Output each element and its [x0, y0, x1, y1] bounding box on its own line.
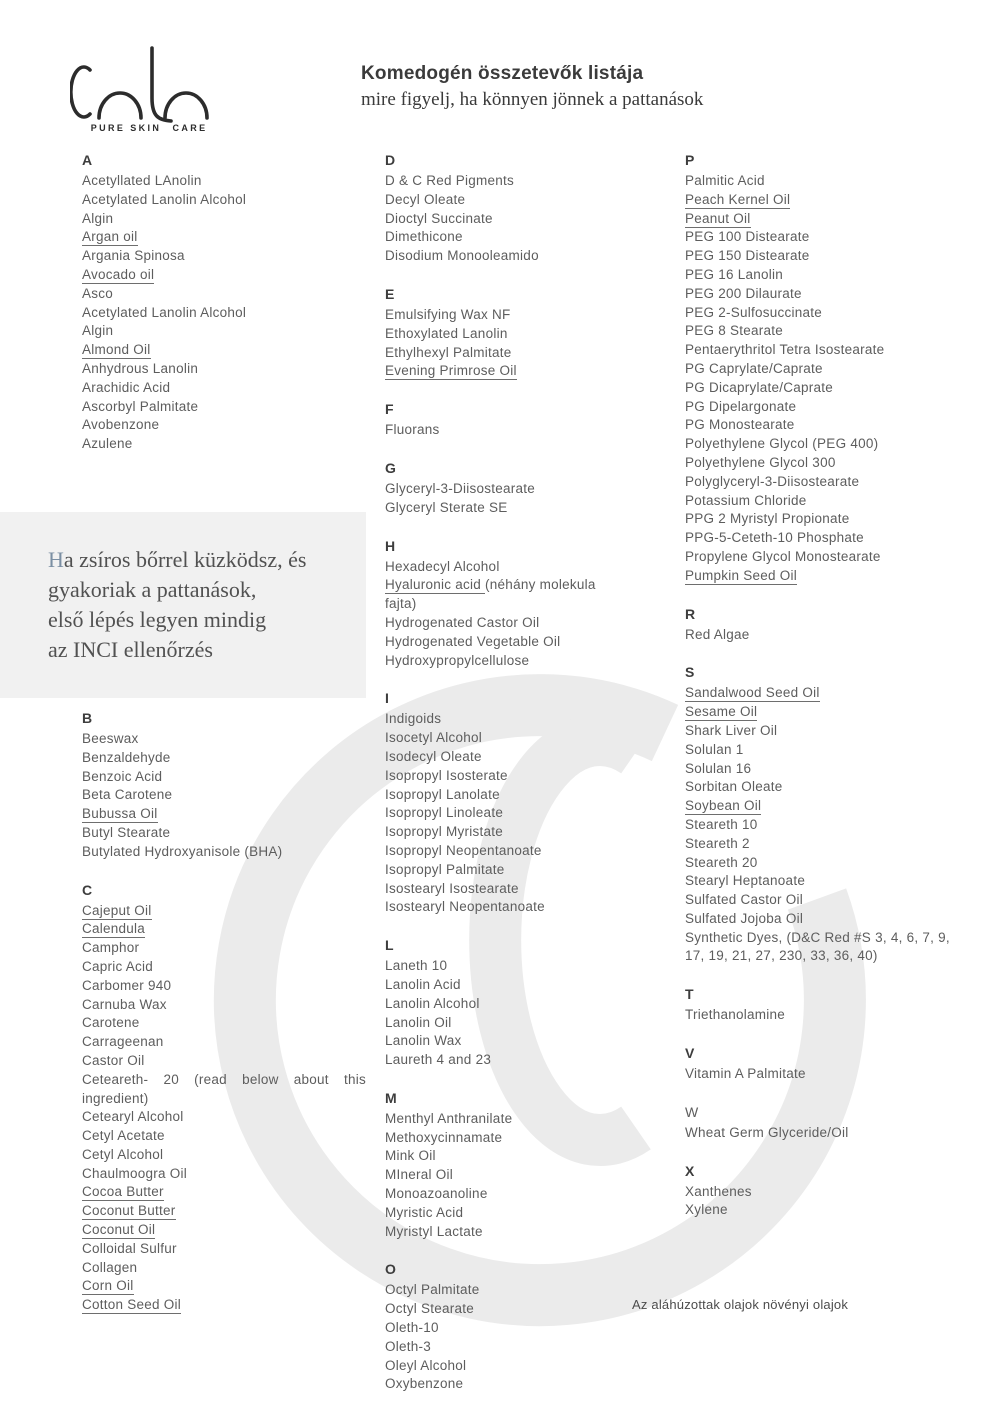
- letter-section-W: [685, 1104, 957, 1143]
- ingredient-item: Butyl Stearate: [82, 824, 171, 840]
- ingredient-item: Algin: [82, 323, 114, 339]
- ingredient-item: Isopropyl Palmitate: [385, 861, 505, 877]
- ingredient-item: MIneral Oil: [385, 1167, 454, 1183]
- letter-section-D: [385, 152, 625, 266]
- section-letter: H: [385, 537, 396, 554]
- ingredient-item: Benzaldehyde: [82, 749, 171, 765]
- ingredient-item: Fluorans: [385, 422, 440, 438]
- ingredient-item: Oleth-10: [385, 1320, 439, 1336]
- ingredient-item: [685, 703, 957, 722]
- underlined-text: Evening Primrose Oil: [385, 363, 517, 379]
- ingredient-item: PEG 16 Lanolin: [685, 266, 784, 282]
- brand-logo-mark: [71, 48, 207, 121]
- ingredient-item: PG Monostearate: [685, 417, 795, 433]
- ingredient-item: Algin: [82, 210, 114, 226]
- section-letter: O: [385, 1261, 397, 1278]
- ingredient-item: Ethylhexyl Palmitate: [385, 344, 512, 360]
- ingredient-item: Octyl Palmitate: [385, 1282, 480, 1298]
- ingredient-item: Ethoxylated Lanolin: [385, 325, 508, 341]
- underlined-text: Corn Oil: [82, 1278, 134, 1294]
- ingredient-item: Isostearyl Neopentanoate: [385, 899, 545, 915]
- section-letter: V: [685, 1045, 695, 1062]
- brand-logo: [70, 46, 215, 136]
- ingredient-item: Ceteareth- 20 (read below about this ingredient): [82, 1071, 366, 1106]
- ingredient-item: [82, 805, 366, 824]
- ingredient-item: Isopropyl Linoleate: [385, 805, 504, 821]
- section-letter: E: [385, 285, 395, 302]
- ingredient-item: Lanolin Wax: [385, 1033, 462, 1049]
- underlined-text: Cajeput Oil: [82, 902, 152, 918]
- ingredient-item: Xylene: [685, 1202, 728, 1218]
- ingredient-item: Monoazoanoline: [385, 1186, 488, 1202]
- letter-section-C: [82, 882, 366, 1316]
- logo-tagline-right: CARE: [172, 123, 208, 133]
- ingredient-item: Carotene: [82, 1015, 140, 1031]
- quote-line: első lépés legyen mindig: [48, 606, 267, 632]
- underlined-text: Sesame Oil: [685, 704, 758, 720]
- letter-section-F: [385, 401, 625, 440]
- ingredient-item: Acetylated Lanolin Alcohol: [82, 191, 247, 207]
- underlined-text: Cotton Seed Oil: [82, 1297, 182, 1313]
- ingredient-item: Xanthenes: [685, 1183, 752, 1199]
- ingredient-item: Myristic Acid: [385, 1204, 464, 1220]
- ingredient-item: Indigoids: [385, 711, 442, 727]
- ingredient-item: [82, 266, 366, 285]
- section-letter: P: [685, 152, 695, 168]
- underlined-text: Calendula: [82, 921, 146, 937]
- ingredient-item: Dioctyl Succinate: [385, 210, 493, 226]
- ingredient-item: Shark Liver Oil: [685, 722, 778, 738]
- ingredient-item: Steareth 10: [685, 816, 758, 832]
- section-letter: T: [685, 986, 695, 1003]
- ingredient-item: D & C Red Pigments: [385, 173, 515, 188]
- ingredient-item: Hydroxypropylcellulose: [385, 652, 530, 668]
- ingredient-item: [385, 576, 625, 614]
- ingredient-item: Myristyl Lactate: [385, 1223, 483, 1239]
- ingredient-item: Glyceryl Sterate SE: [385, 499, 508, 515]
- section-letter: B: [82, 709, 93, 726]
- section-letter: L: [385, 937, 395, 954]
- ingredient-item: Lanolin Alcohol: [385, 995, 480, 1011]
- letter-section-M: [385, 1090, 625, 1242]
- ingredient-item: PG Dipelargonate: [685, 398, 797, 414]
- ingredient-item: Cetearyl Alcohol: [82, 1109, 184, 1125]
- section-letter: G: [385, 459, 397, 476]
- ingredient-item: Sulfated Castor Oil: [685, 892, 804, 908]
- ingredient-item: [82, 1221, 366, 1240]
- underlined-text: Hyaluronic acid: [385, 577, 486, 593]
- letter-section-L: [385, 937, 625, 1070]
- section-letter: R: [685, 605, 696, 622]
- ingredient-item: Disodium Monooleamido: [385, 248, 539, 264]
- ingredient-item: PPG-5-Ceteth-10 Phosphate: [685, 530, 864, 546]
- ingredient-item: Isopropyl Neopentanoate: [385, 842, 542, 858]
- ingredient-item: Polyethylene Glycol (PEG 400): [685, 436, 879, 452]
- ingredient-item: Sulfated Jojoba Oil: [685, 910, 804, 926]
- underlined-text: Avocado oil: [82, 266, 155, 282]
- plain-text: (néhány molekula fajta): [385, 577, 596, 612]
- ingredient-item: [82, 1277, 366, 1296]
- ingredient-item: Decyl Oleate: [385, 191, 466, 207]
- ingredient-item: Benzoic Acid: [82, 768, 163, 784]
- underlined-text: Bubussa Oil: [82, 806, 158, 822]
- section-letter: S: [685, 664, 695, 681]
- section-letter: X: [685, 1162, 695, 1179]
- letter-section-I: [385, 690, 625, 917]
- ingredient-item: Laureth 4 and 23: [385, 1052, 492, 1068]
- section-letter: F: [385, 401, 395, 418]
- section-letter: W: [685, 1103, 699, 1120]
- ingredient-item: [82, 920, 366, 939]
- ingredient-item: Lanolin Oil: [385, 1014, 452, 1030]
- ingredient-item: Dimethicone: [385, 229, 463, 245]
- ingredient-item: Carrageenan: [82, 1034, 164, 1050]
- quote-block: [0, 512, 366, 698]
- ingredient-item: Stearyl Heptanoate: [685, 873, 806, 889]
- ingredient-item: Carnuba Wax: [82, 996, 167, 1012]
- ingredient-item: Capric Acid: [82, 958, 154, 974]
- underlined-text: Coconut Butter: [82, 1203, 176, 1219]
- ingredient-item: Butylated Hydroxyanisole (BHA): [82, 843, 283, 859]
- ingredient-item: [685, 797, 957, 816]
- ingredient-item: [685, 567, 957, 586]
- ingredient-item: Chaulmoogra Oil: [82, 1165, 188, 1181]
- ingredient-item: Octyl Stearate: [385, 1301, 475, 1317]
- ingredient-column-1: [48, 152, 366, 1315]
- letter-section-X: [685, 1163, 957, 1221]
- ingredient-item: Beeswax: [82, 730, 139, 746]
- ingredient-item: Red Algae: [685, 626, 750, 642]
- ingredient-item: Avobenzone: [82, 417, 160, 433]
- ingredient-item: Emulsifying Wax NF: [385, 306, 511, 322]
- letter-section-A: [82, 152, 366, 454]
- ingredient-item: Triethanolamine: [685, 1007, 786, 1023]
- section-letter: A: [82, 152, 93, 168]
- ingredient-item: Polyethylene Glycol 300: [685, 454, 836, 470]
- ingredient-item: Menthyl Anthranilate: [385, 1110, 513, 1126]
- letter-section-V: [685, 1045, 957, 1084]
- ingredient-item: Isocetyl Alcohol: [385, 730, 483, 746]
- ingredient-item: Hexadecyl Alcohol: [385, 558, 500, 574]
- ingredient-item: Isopropyl Myristate: [385, 824, 504, 840]
- ingredient-column-3: [685, 152, 957, 1220]
- ingredient-item: Solulan 16: [685, 760, 752, 776]
- underlined-text: Sandalwood Seed Oil: [685, 685, 820, 701]
- ingredient-item: Castor Oil: [82, 1052, 145, 1068]
- ingredient-item: Oleth-3: [385, 1338, 432, 1354]
- ingredient-item: Propylene Glycol Monostearate: [685, 548, 881, 564]
- underlined-text: Peanut Oil: [685, 210, 751, 226]
- ingredient-item: Hydrogenated Castor Oil: [385, 614, 540, 630]
- ingredient-item: Methoxycinnamate: [385, 1129, 503, 1145]
- quote-lead-letter: H: [48, 546, 64, 572]
- page-subtitle: mire figyelj, ha könnyen jönnek a pattanások: [361, 89, 704, 110]
- footnote: Az aláhúzottak olajok növényi olajok: [632, 1297, 849, 1312]
- letter-section-E: [385, 286, 625, 381]
- ingredient-item: Oleyl Alcohol: [385, 1357, 467, 1373]
- ingredient-item: [685, 191, 957, 210]
- ingredient-item: Synthetic Dyes, (D&C Red #S 3, 4, 6, 7, 9, 17, 19, 21, 27, 230, 33, 36, 40): [685, 929, 950, 964]
- ingredient-item: Acetylated Lanolin Alcohol: [82, 304, 247, 320]
- ingredient-item: Sorbitan Oleate: [685, 779, 783, 795]
- section-letter: I: [385, 690, 390, 707]
- ingredient-item: PEG 200 Dilaurate: [685, 285, 802, 301]
- ingredient-item: Cetyl Acetate: [82, 1128, 165, 1144]
- ingredient-item: [685, 210, 957, 229]
- ingredient-item: Potassium Chloride: [685, 492, 807, 508]
- underlined-text: Soybean Oil: [685, 798, 762, 814]
- ingredient-item: [82, 1202, 366, 1221]
- ingredient-item: [82, 228, 366, 247]
- ingredient-item: PEG 100 Distearate: [685, 229, 810, 245]
- ingredient-item: [82, 1296, 366, 1315]
- quote-line: gyakoriak a pattanások,: [48, 576, 257, 602]
- ingredient-item: Collagen: [82, 1259, 138, 1275]
- ingredient-item: Wheat Germ Glyceride/Oil: [685, 1124, 849, 1140]
- ingredient-item: Isodecyl Oleate: [385, 748, 482, 764]
- ingredient-item: Anhydrous Lanolin: [82, 360, 199, 376]
- ingredient-item: PG Dicaprylate/Caprate: [685, 379, 834, 395]
- ingredient-item: Lanolin Acid: [385, 976, 461, 992]
- ingredient-item: Carbomer 940: [82, 977, 172, 993]
- ingredient-item: Ascorbyl Palmitate: [82, 398, 199, 414]
- ingredient-item: [82, 341, 366, 360]
- ingredient-item: Asco: [82, 285, 114, 301]
- ingredient-item: PEG 2-Sulfosuccinate: [685, 304, 823, 320]
- letter-section-S: [685, 664, 957, 966]
- underlined-text: Coconut Oil: [82, 1222, 156, 1238]
- ingredient-item: [82, 1183, 366, 1202]
- ingredient-item: Isopropyl Lanolate: [385, 786, 500, 802]
- letter-section-B: [82, 710, 366, 862]
- ingredient-item: Steareth 20: [685, 854, 758, 870]
- letter-section-T: [685, 986, 957, 1025]
- ingredient-item: Argania Spinosa: [82, 248, 185, 264]
- ingredient-item: Isopropyl Isosterate: [385, 767, 508, 783]
- ingredient-item: Vitamin A Palmitate: [685, 1066, 806, 1082]
- ingredient-item: Solulan 1: [685, 741, 744, 757]
- ingredient-item: Polyglyceryl-3-Diisostearate: [685, 473, 860, 489]
- section-letter: M: [385, 1089, 398, 1106]
- letter-section-H: [385, 538, 625, 671]
- ingredient-item: PEG 150 Distearate: [685, 248, 810, 264]
- quote-line: az INCI ellenőrzés: [48, 636, 213, 662]
- logo-tagline-left: PURE SKIN: [90, 123, 162, 133]
- ingredient-item: [385, 362, 625, 381]
- ingredient-item: Azulene: [82, 436, 133, 452]
- ingredient-item: [82, 902, 366, 921]
- ingredient-item: Palmitic Acid: [685, 173, 765, 188]
- ingredient-item: Beta Carotene: [82, 787, 173, 803]
- ingredient-item: PEG 8 Stearate: [685, 323, 784, 339]
- underlined-text: Pumpkin Seed Oil: [685, 567, 798, 583]
- ingredient-item: Mink Oil: [385, 1148, 436, 1164]
- underlined-text: Peach Kernel Oil: [685, 191, 791, 207]
- ingredient-item: Steareth 2: [685, 835, 750, 851]
- page-title: Komedogén összetevők listája: [361, 63, 644, 84]
- ingredient-item: Laneth 10: [385, 958, 448, 974]
- ingredient-item: Camphor: [82, 940, 140, 956]
- ingredient-item: Colloidal Sulfur: [82, 1240, 177, 1256]
- underlined-text: Almond Oil: [82, 342, 151, 358]
- ingredient-item: Hydrogenated Vegetable Oil: [385, 633, 561, 649]
- quote-line: Ha zsíros bőrrel küzködsz, és: [48, 546, 307, 572]
- letter-section-G: [385, 460, 625, 518]
- ingredient-item: Oxybenzone: [385, 1376, 464, 1392]
- underlined-text: Cocoa Butter: [82, 1184, 164, 1200]
- letter-section-P: [685, 152, 957, 586]
- ingredient-item: Acetyllated LAnolin: [82, 173, 202, 188]
- ingredient-item: Cetyl Alcohol: [82, 1146, 164, 1162]
- ingredient-item: Arachidic Acid: [82, 379, 171, 395]
- ingredient-item: Glyceryl-3-Diisostearate: [385, 480, 536, 496]
- underlined-text: Argan oil: [82, 229, 138, 245]
- ingredient-item: PPG 2 Myristyl Propionate: [685, 511, 850, 527]
- section-letter: D: [385, 152, 396, 168]
- ingredient-item: PG Caprylate/Caprate: [685, 360, 823, 376]
- ingredient-item: Isostearyl Isostearate: [385, 880, 519, 896]
- ingredient-item: Pentaerythritol Tetra Isostearate: [685, 342, 885, 358]
- ingredient-item: [685, 684, 957, 703]
- ingredient-column-2: [385, 152, 625, 1394]
- letter-section-R: [685, 606, 957, 645]
- section-letter: C: [82, 881, 93, 898]
- letter-section-O: [385, 1261, 625, 1394]
